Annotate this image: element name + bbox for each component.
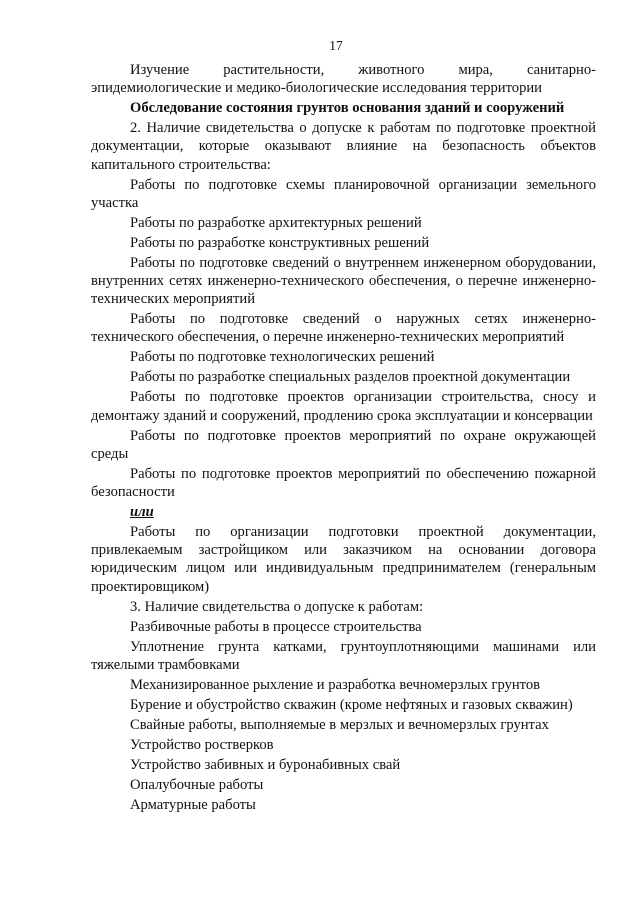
paragraph-pile-works: Свайные работы, выполняемые в мерзлых и вечномерзлых грунтах [130,716,549,733]
paragraph-driven-piles: Устройство забивных и буронабивных свай [130,756,401,773]
paragraph-grillage: Устройство ростверков [130,736,274,753]
paragraph-soil-compaction: Уплотнение грунта катками, грунтоуплотняющими машинами или тяжелыми трамбовками [91,638,596,673]
paragraph-land-plan: Работы по подготовке схемы планировочной организации земельного участка [91,176,596,211]
paragraph-technology: Работы по подготовке технологических решений [130,349,435,366]
paragraph-certificate-design: 2. Наличие свидетельства о допуске к работам по подготовке проектной документации, которые оказывают влияние на безопасность объектов капитального строительства: [91,120,596,173]
paragraph-internal-networks: Работы по подготовке сведений о внутреннем инженерном оборудовании, внутренних сетях инженерно-технического обеспечения, о перечне инженерно-технических мероприятий [91,254,596,308]
paragraph-soil-survey: Обследование состояния грунтов основания зданий и сооружений [130,100,565,117]
page-body [91,61,596,816]
paragraph-formwork: Опалубочные работы [130,776,264,793]
paragraph-special-sections: Работы по разработке специальных разделов проектной документации [130,369,571,386]
paragraph-external-networks: Работы по подготовке сведений о наружных сетях инженерно-технического обеспечения, о перечне инженерно-технических мероприятий [91,311,596,346]
paragraph-fire-safety: Работы по подготовке проектов мероприятий по обеспечению пожарной безопасности [91,465,596,501]
paragraph-environment: Работы по подготовке проектов мероприятий по охране окружающей среды [91,427,596,462]
paragraph-general-designer: Работы по организации подготовки проектной документации, привлекаемым застройщиком или заказчиком на основании договора юридическим лицом или индивидуальным предпринимателем (генеральным проектировщиком) [91,524,596,595]
paragraph-research-territory: Изучение растительности, животного мира, санитарно-эпидемиологические и медико-биологические исследования территории [91,62,596,97]
paragraph-drilling: Бурение и обустройство скважин (кроме нефтяных и газовых скважин) [130,696,573,713]
paragraph-reinforcement: Арматурные работы [130,796,256,813]
page-number: 17 [329,38,343,53]
paragraph-layout-works: Разбивочные работы в процессе строительства [130,618,422,635]
paragraph-architecture: Работы по разработке архитектурных решений [130,214,422,231]
paragraph-construction-organization: Работы по подготовке проектов организации строительства, сносу и демонтажу зданий и сооружений, продлению срока эксплуатации и консервации [91,389,596,424]
paragraph-ili: или [130,504,154,521]
paragraph-permafrost-loosening: Механизированное рыхление и разработка вечномерзлых грунтов [130,676,541,693]
paragraph-certificate-works: 3. Наличие свидетельства о допуске к работам: [130,598,424,615]
paragraph-structural: Работы по разработке конструктивных решений [130,234,430,251]
